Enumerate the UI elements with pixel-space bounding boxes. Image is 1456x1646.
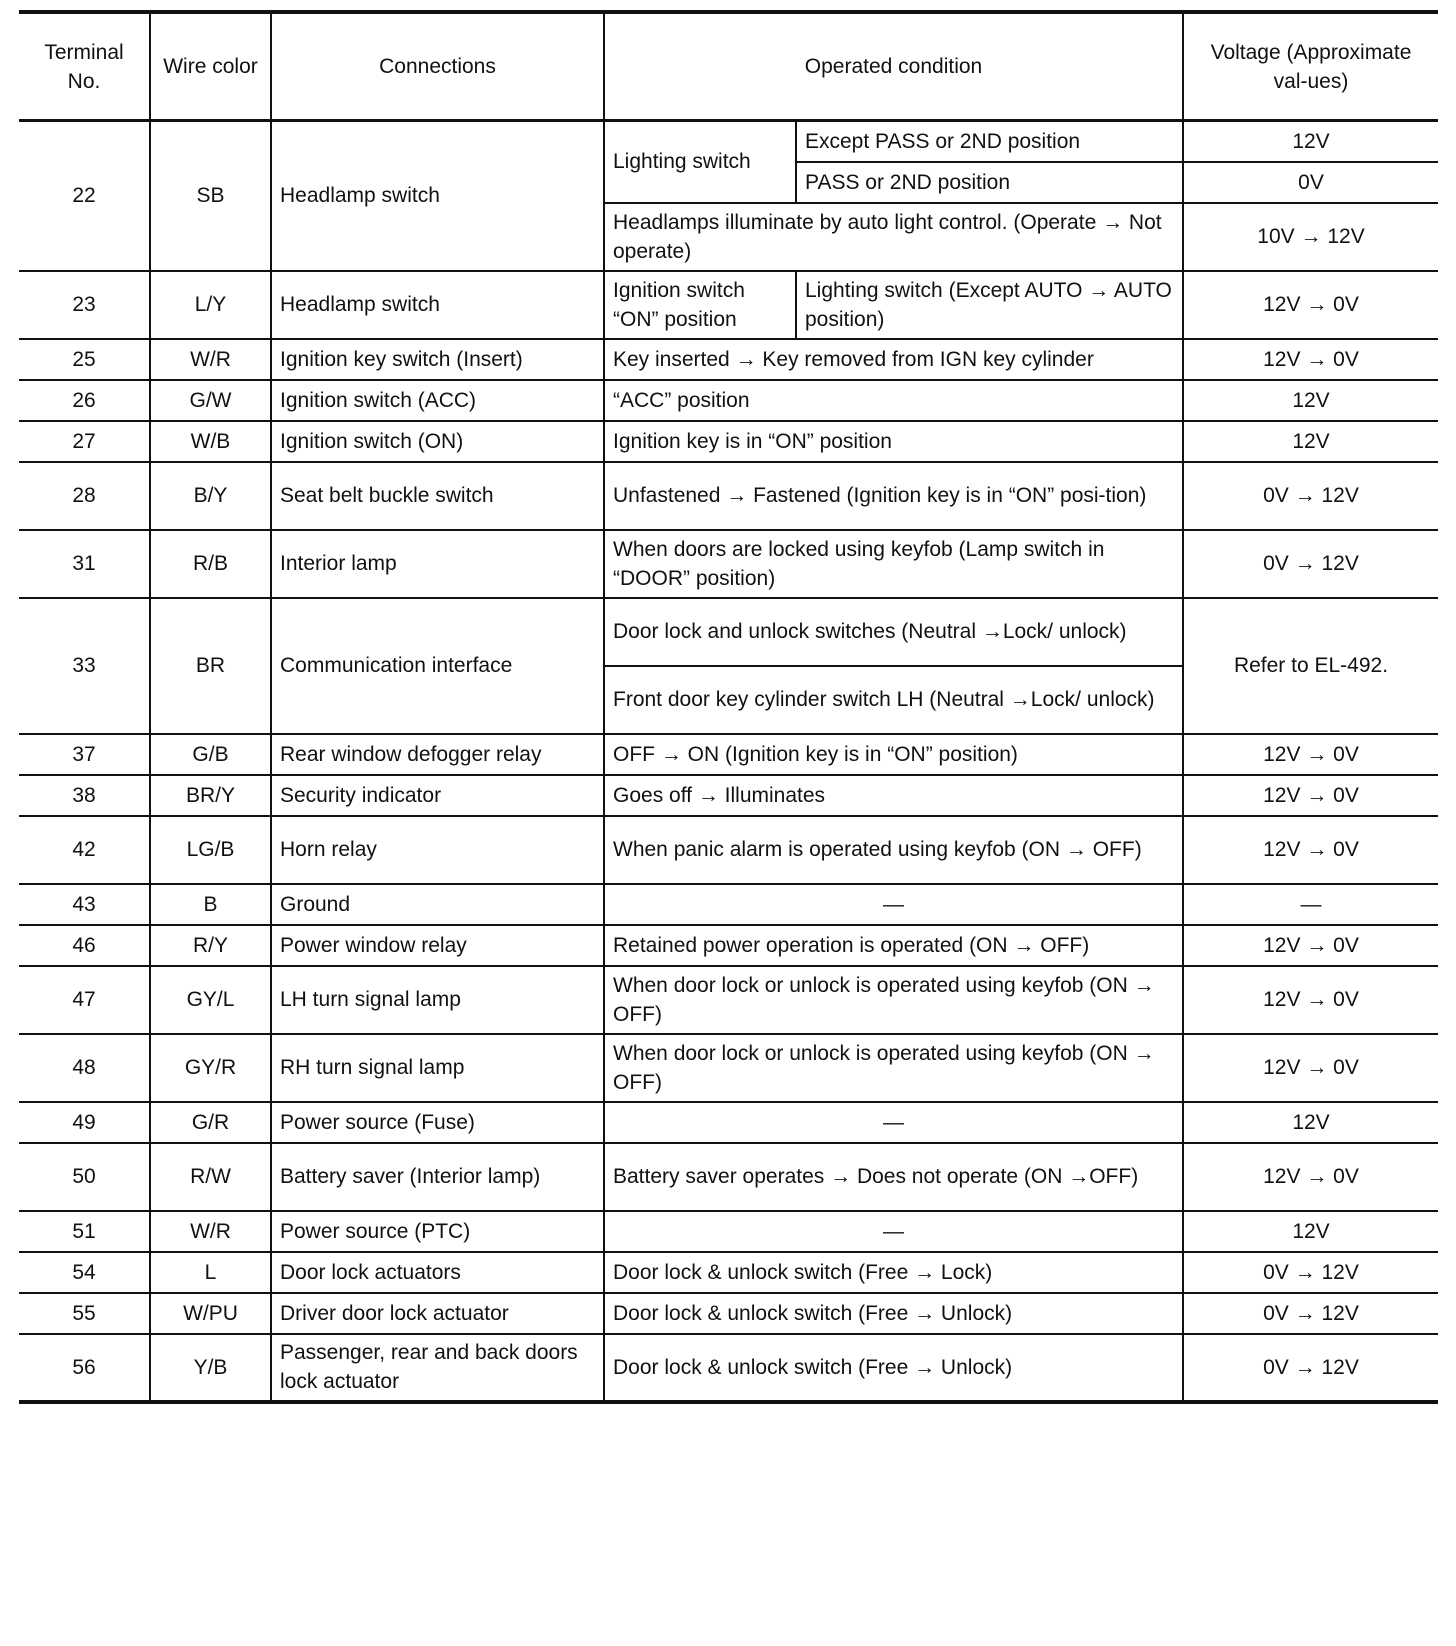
- wire-color-cell: R/B: [150, 530, 271, 598]
- connection-cell: Security indicator: [271, 775, 604, 816]
- condition-cell: Retained power operation is operated (ON → OFF): [604, 925, 1183, 966]
- condition-cell: OFF → ON (Ignition key is in “ON” position): [604, 734, 1183, 775]
- terminal-cell: 48: [19, 1034, 150, 1102]
- wire-color-cell: W/R: [150, 1211, 271, 1252]
- terminal-cell: 23: [19, 271, 150, 339]
- voltage-cell: 12V → 0V: [1183, 271, 1438, 339]
- condition-cell: Key inserted → Key removed from IGN key cylinder: [604, 339, 1183, 380]
- wire-color-cell: SB: [150, 121, 271, 271]
- terminal-cell: 49: [19, 1102, 150, 1143]
- voltage-cell: 12V → 0V: [1183, 339, 1438, 380]
- condition-cell: Headlamps illuminate by auto light control. (Operate → Not operate): [604, 203, 1183, 271]
- connection-cell: LH turn signal lamp: [271, 966, 604, 1034]
- condition-cell: Lighting switch (Except AUTO → AUTO position): [796, 271, 1183, 339]
- connection-cell: Horn relay: [271, 816, 604, 884]
- condition-cell: “ACC” position: [604, 380, 1183, 421]
- table-row: [19, 966, 1438, 1034]
- connection-cell: Communication interface: [271, 598, 604, 734]
- condition-cell: Door lock and unlock switches (Neutral →Lock/ unlock): [604, 598, 1183, 666]
- connection-cell: Headlamp switch: [271, 121, 604, 271]
- header-connections: Connections: [271, 12, 604, 121]
- condition-cell: Door lock & unlock switch (Free → Unlock): [604, 1334, 1183, 1402]
- table-row: [19, 816, 1438, 884]
- wire-color-cell: W/R: [150, 339, 271, 380]
- wire-color-cell: LG/B: [150, 816, 271, 884]
- condition-cell: Front door key cylinder switch LH (Neutral →Lock/ unlock): [604, 666, 1183, 734]
- table-row: [19, 598, 1438, 666]
- wire-color-cell: G/B: [150, 734, 271, 775]
- terminal-cell: 33: [19, 598, 150, 734]
- voltage-cell: 12V: [1183, 421, 1438, 462]
- connection-cell: Ignition switch (ON): [271, 421, 604, 462]
- connection-cell: Ignition switch (ACC): [271, 380, 604, 421]
- wire-color-cell: L: [150, 1252, 271, 1293]
- voltage-cell: 0V → 12V: [1183, 530, 1438, 598]
- voltage-cell: —: [1183, 884, 1438, 925]
- wire-color-cell: W/B: [150, 421, 271, 462]
- wire-color-cell: W/PU: [150, 1293, 271, 1334]
- voltage-cell: 0V: [1183, 162, 1438, 203]
- terminal-cell: 26: [19, 380, 150, 421]
- wire-color-cell: BR: [150, 598, 271, 734]
- terminal-cell: 37: [19, 734, 150, 775]
- wire-color-cell: Y/B: [150, 1334, 271, 1402]
- header-operated-condition: Operated condition: [604, 12, 1183, 121]
- connection-cell: Passenger, rear and back doors lock actuator: [271, 1334, 604, 1402]
- terminal-cell: 28: [19, 462, 150, 530]
- terminal-cell: 51: [19, 1211, 150, 1252]
- condition-cell: When door lock or unlock is operated using keyfob (ON → OFF): [604, 1034, 1183, 1102]
- wire-color-cell: G/W: [150, 380, 271, 421]
- connection-cell: Headlamp switch: [271, 271, 604, 339]
- condition-cell: —: [604, 884, 1183, 925]
- terminal-cell: 42: [19, 816, 150, 884]
- voltage-cell: 12V: [1183, 1211, 1438, 1252]
- terminal-cell: 38: [19, 775, 150, 816]
- condition-cell: Goes off → Illuminates: [604, 775, 1183, 816]
- wire-color-cell: GY/R: [150, 1034, 271, 1102]
- table-row: [19, 380, 1438, 421]
- table-row: [19, 121, 1438, 162]
- wire-color-cell: BR/Y: [150, 775, 271, 816]
- voltage-cell: 12V → 0V: [1183, 966, 1438, 1034]
- header-voltage: Voltage (Approximate val-ues): [1183, 12, 1438, 121]
- table-row: [19, 421, 1438, 462]
- voltage-cell: Refer to EL-492.: [1183, 598, 1438, 734]
- terminal-cell: 54: [19, 1252, 150, 1293]
- voltage-cell: 12V → 0V: [1183, 1143, 1438, 1211]
- terminal-cell: 22: [19, 121, 150, 271]
- condition-cell: Battery saver operates → Does not operate (ON →OFF): [604, 1143, 1183, 1211]
- terminal-cell: 46: [19, 925, 150, 966]
- condition-cell: Unfastened → Fastened (Ignition key is in “ON” posi-tion): [604, 462, 1183, 530]
- connection-cell: Rear window defogger relay: [271, 734, 604, 775]
- terminal-table-wrapper: [19, 10, 1438, 1404]
- connection-cell: Ground: [271, 884, 604, 925]
- voltage-cell: 12V → 0V: [1183, 775, 1438, 816]
- condition-cell: When door lock or unlock is operated using keyfob (ON → OFF): [604, 966, 1183, 1034]
- table-row: [19, 1293, 1438, 1334]
- table-row: [19, 1334, 1438, 1402]
- table-row: [19, 271, 1438, 339]
- terminal-cell: 25: [19, 339, 150, 380]
- connection-cell: Interior lamp: [271, 530, 604, 598]
- table-row: [19, 925, 1438, 966]
- voltage-cell: 0V → 12V: [1183, 462, 1438, 530]
- table-row: [19, 884, 1438, 925]
- voltage-cell: 12V → 0V: [1183, 1034, 1438, 1102]
- terminal-cell: 47: [19, 966, 150, 1034]
- terminal-cell: 50: [19, 1143, 150, 1211]
- connection-cell: Door lock actuators: [271, 1252, 604, 1293]
- table-header-row: [19, 12, 1438, 121]
- terminal-cell: 55: [19, 1293, 150, 1334]
- connection-cell: Power window relay: [271, 925, 604, 966]
- voltage-cell: 0V → 12V: [1183, 1293, 1438, 1334]
- voltage-cell: 12V → 0V: [1183, 734, 1438, 775]
- wire-color-cell: G/R: [150, 1102, 271, 1143]
- connection-cell: Seat belt buckle switch: [271, 462, 604, 530]
- table-row: [19, 339, 1438, 380]
- voltage-cell: 12V → 0V: [1183, 925, 1438, 966]
- table-row: [19, 530, 1438, 598]
- condition-cell: When doors are locked using keyfob (Lamp switch in “DOOR” position): [604, 530, 1183, 598]
- connection-cell: Power source (PTC): [271, 1211, 604, 1252]
- condition-cell: Ignition key is in “ON” position: [604, 421, 1183, 462]
- table-row: [19, 462, 1438, 530]
- wire-color-cell: GY/L: [150, 966, 271, 1034]
- connection-cell: Battery saver (Interior lamp): [271, 1143, 604, 1211]
- connection-cell: Ignition key switch (Insert): [271, 339, 604, 380]
- voltage-cell: 0V → 12V: [1183, 1252, 1438, 1293]
- terminal-cell: 56: [19, 1334, 150, 1402]
- condition-cell: Door lock & unlock switch (Free → Unlock): [604, 1293, 1183, 1334]
- terminal-cell: 31: [19, 530, 150, 598]
- condition-cell: When panic alarm is operated using keyfob (ON → OFF): [604, 816, 1183, 884]
- condition-cell: PASS or 2ND position: [796, 162, 1183, 203]
- terminal-cell: 27: [19, 421, 150, 462]
- voltage-cell: 10V → 12V: [1183, 203, 1438, 271]
- table-row: [19, 1252, 1438, 1293]
- table-row: [19, 1143, 1438, 1211]
- wire-color-cell: L/Y: [150, 271, 271, 339]
- voltage-cell: 12V: [1183, 380, 1438, 421]
- wire-color-cell: R/Y: [150, 925, 271, 966]
- table-row: [19, 775, 1438, 816]
- terminal-voltage-table: [19, 10, 1438, 1404]
- condition-cell: —: [604, 1102, 1183, 1143]
- wire-color-cell: B: [150, 884, 271, 925]
- connection-cell: Power source (Fuse): [271, 1102, 604, 1143]
- terminal-cell: 43: [19, 884, 150, 925]
- table-row: [19, 1034, 1438, 1102]
- wire-color-cell: R/W: [150, 1143, 271, 1211]
- voltage-cell: 12V → 0V: [1183, 816, 1438, 884]
- connection-cell: RH turn signal lamp: [271, 1034, 604, 1102]
- header-terminal-no: Terminal No.: [19, 12, 150, 121]
- condition-cell: Except PASS or 2ND position: [796, 121, 1183, 162]
- voltage-cell: 12V: [1183, 121, 1438, 162]
- condition-cell: —: [604, 1211, 1183, 1252]
- condition-label-cell: Lighting switch: [604, 121, 796, 203]
- voltage-cell: 0V → 12V: [1183, 1334, 1438, 1402]
- table-row: [19, 1102, 1438, 1143]
- header-wire-color: Wire color: [150, 12, 271, 121]
- voltage-cell: 12V: [1183, 1102, 1438, 1143]
- table-row: [19, 1211, 1438, 1252]
- connection-cell: Driver door lock actuator: [271, 1293, 604, 1334]
- wire-color-cell: B/Y: [150, 462, 271, 530]
- condition-cell: Door lock & unlock switch (Free → Lock): [604, 1252, 1183, 1293]
- condition-label-cell: Ignition switch “ON” position: [604, 271, 796, 339]
- table-row: [19, 734, 1438, 775]
